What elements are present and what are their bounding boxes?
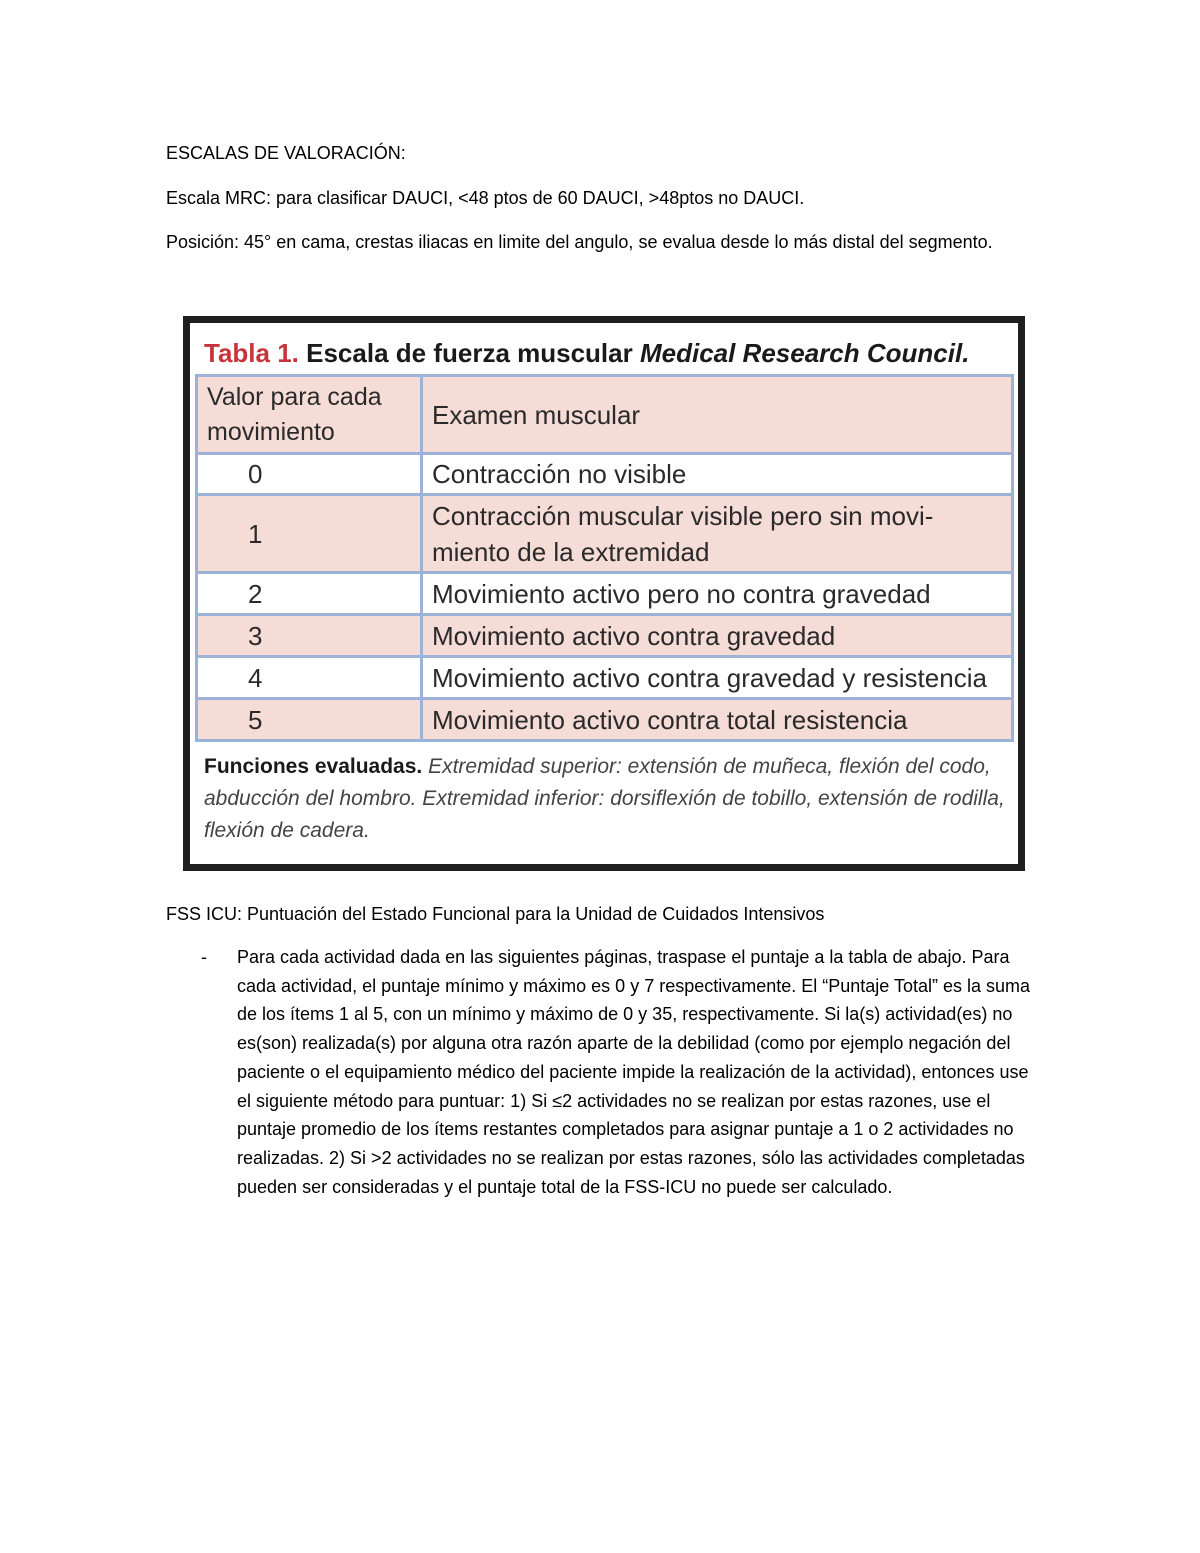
table-row — [197, 615, 1013, 657]
row-desc: Movimiento activo contra gravedad — [422, 615, 1013, 657]
row-value: 0 — [197, 454, 422, 495]
row-desc: Movimiento activo contra total resistencia — [422, 699, 1013, 741]
table-row — [197, 495, 1013, 573]
row-value: 4 — [197, 657, 422, 699]
row-desc: Movimiento activo contra gravedad y resistencia — [422, 657, 1013, 699]
row-value: 2 — [197, 573, 422, 615]
row-desc: Contracción muscular visible pero sin movi-miento de la extremidad — [422, 495, 1013, 573]
fss-title: FSS ICU: Puntuación del Estado Funcional para la Unidad de Cuidados Intensivos — [166, 904, 825, 924]
bullet-marker: - — [201, 947, 207, 967]
table-title — [204, 329, 969, 377]
table-row — [197, 454, 1013, 495]
table-title-italic: Medical Research Council. — [639, 338, 970, 368]
mrc-description: Escala MRC: para clasificar DAUCI, <48 ptos de 60 DAUCI, >48ptos no DAUCI. — [166, 188, 805, 208]
table-row — [197, 699, 1013, 741]
row-desc: Contracción no visible — [422, 454, 1013, 495]
row-desc: Movimiento activo pero no contra gravedad — [422, 573, 1013, 615]
row-value: 5 — [197, 699, 422, 741]
table-row — [197, 573, 1013, 615]
footnote-label: Funciones evaluadas. — [204, 755, 423, 778]
position-description: Posición: 45° en cama, crestas iliacas en limite del angulo, se evalua desde lo más distal del segmento. — [166, 232, 993, 252]
section-heading: ESCALAS DE VALORACIÓN: — [166, 143, 406, 163]
fss-instructions: Para cada actividad dada en las siguientes páginas, traspase el puntaje a la tabla de abajo. Para cada actividad, el puntaje mínimo y máximo es 0 y 7 respectivamente. El “Puntaje Total” es la suma de los ítems 1 al 5, con un mínimo y máximo de 0 y 35, respectivamente. Si la(s) actividad(es) no es(son) realizada(s) por alguna otra razón aparte de la debilidad (como por ejemplo negación del paciente o el equipamiento médico del paciente impide la realización de la actividad), entonces use el siguiente método para puntuar: 1) Si ≤2 actividades no se realizan por estas razones, use el puntaje promedio de los ítems restantes completados para asignar puntaje a 1 o 2 actividades no realizadas. 2) Si >2 actividades no se realizan por estas razones, sólo las actividades completadas pueden ser consideradas y el puntaje total de la FSS-ICU no puede ser calculado. — [237, 947, 1031, 1197]
footnote-text: Extremidad superior: extensión de muñeca, flexión del codo, abducción del hombro. Extremidad inferior: dorsiflexión de tobillo, extensión de rodilla, flexión de cadera. — [204, 755, 1005, 842]
table-footnote — [204, 751, 1016, 847]
table-title-text: Escala de fuerza muscular — [306, 338, 633, 368]
header-value: Valor para cada movimiento — [197, 376, 422, 454]
header-exam: Examen muscular — [422, 376, 1013, 454]
table-title-label: Tabla 1. — [204, 338, 299, 368]
table-header-row — [197, 376, 1013, 454]
mrc-scale-table — [195, 374, 1014, 742]
table-row — [197, 657, 1013, 699]
mrc-table-figure — [183, 316, 1025, 871]
row-value: 3 — [197, 615, 422, 657]
row-value: 1 — [197, 495, 422, 573]
